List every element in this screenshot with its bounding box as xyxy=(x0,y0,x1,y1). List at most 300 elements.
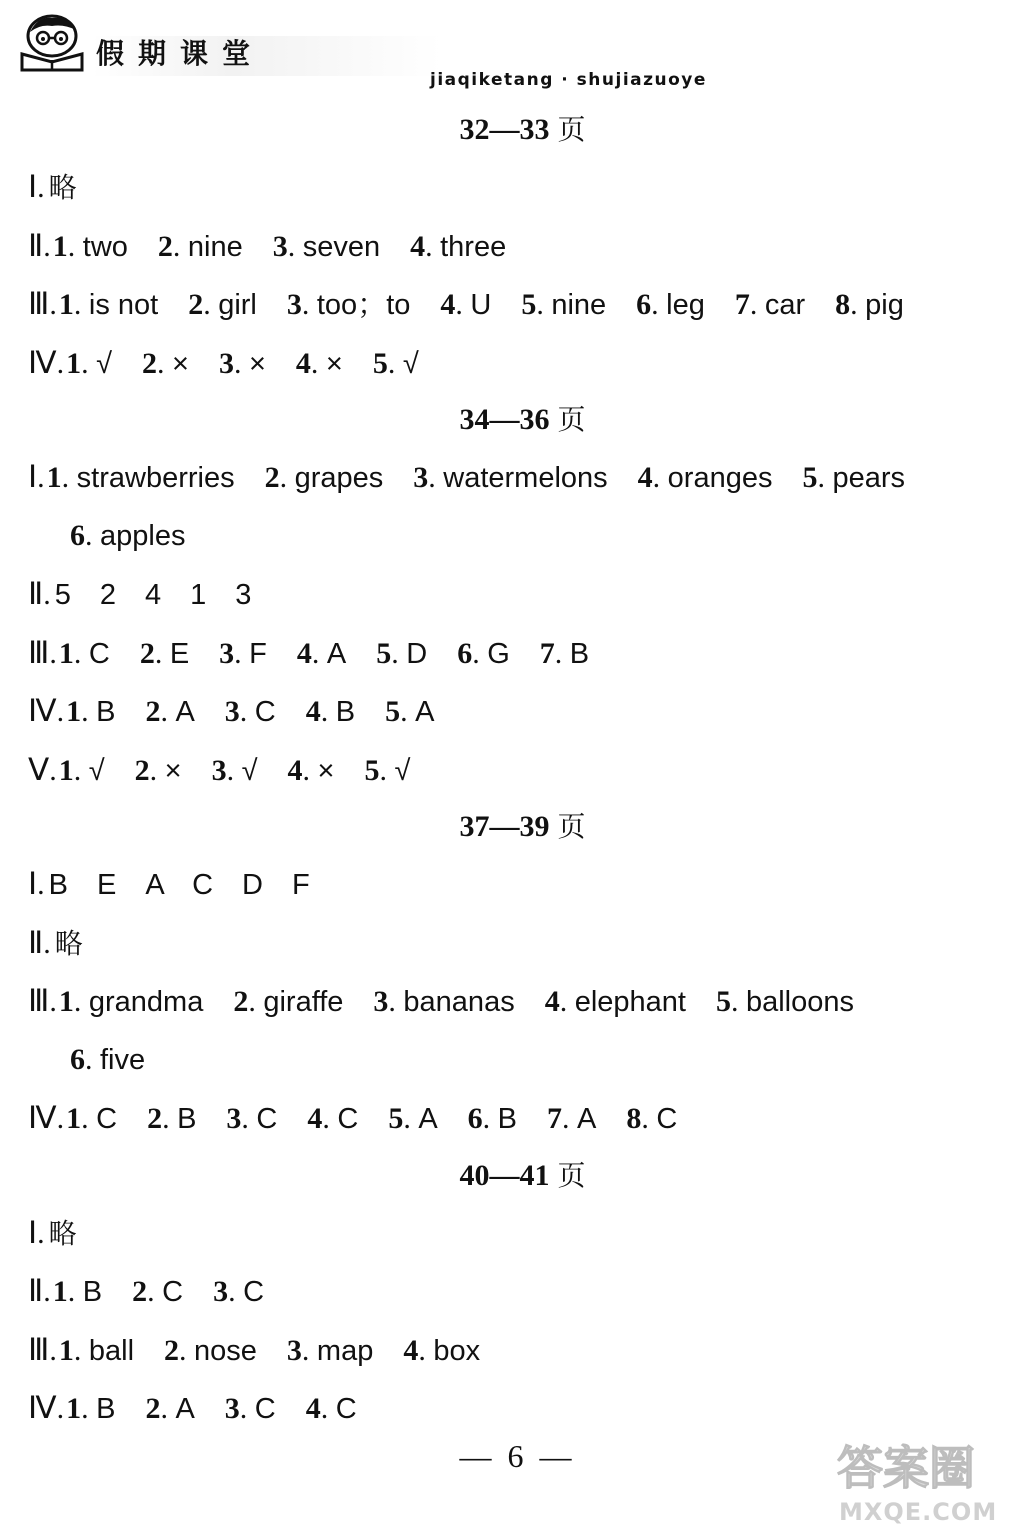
numeral-dot: . xyxy=(56,346,65,380)
question-numeral: Ⅳ xyxy=(28,344,57,380)
answer-item xyxy=(410,218,506,277)
answer-item xyxy=(521,276,606,335)
answer-item xyxy=(306,683,355,742)
item-answer: apples xyxy=(100,519,186,552)
item-answer: nose xyxy=(194,1334,257,1367)
item-answer: oranges xyxy=(667,462,773,494)
item-dot: . xyxy=(73,1333,89,1367)
item-dot: . xyxy=(81,695,97,728)
item-answer: B xyxy=(335,696,356,728)
answer-item xyxy=(287,276,411,335)
item-number: 3 xyxy=(286,1333,302,1367)
page-header xyxy=(18,14,778,94)
item-dot: . xyxy=(233,346,249,380)
item-number: 6 xyxy=(70,518,85,552)
item-dot: . xyxy=(239,695,255,728)
item-dot: . xyxy=(81,1102,97,1135)
item-answer: A xyxy=(418,1103,438,1135)
item-dot: . xyxy=(425,229,441,263)
item-number: 5 xyxy=(388,1102,404,1135)
answer-row xyxy=(0,1089,1035,1148)
item-dot: . xyxy=(162,1102,178,1135)
item-number: 4 xyxy=(287,753,303,787)
answer-item xyxy=(233,973,343,1032)
numeral-dot: . xyxy=(43,926,51,960)
item-number: 3 xyxy=(211,753,227,787)
item-dot: . xyxy=(428,461,444,494)
item-dot: . xyxy=(311,636,327,670)
answer-row xyxy=(0,507,1035,566)
answer-item xyxy=(66,683,115,742)
answer-item xyxy=(213,1263,264,1322)
item-dot: . xyxy=(234,636,250,670)
item-dot: . xyxy=(302,753,318,787)
answer-text: 略 xyxy=(48,171,77,204)
item-answer: pig xyxy=(865,289,904,321)
item-answer: giraffe xyxy=(263,986,344,1018)
answer-item xyxy=(66,335,112,394)
item-number: 5 xyxy=(364,753,380,787)
item-answer: car xyxy=(764,289,806,321)
answer-item xyxy=(132,1263,183,1322)
item-dot: . xyxy=(85,518,100,552)
item-dot: . xyxy=(301,288,317,321)
answer-row xyxy=(0,1262,1035,1321)
answer-item xyxy=(802,449,905,508)
item-dot: . xyxy=(147,1275,163,1308)
section-pages: 34—36 xyxy=(459,403,550,436)
numeral-dot: . xyxy=(43,1275,51,1308)
item-answer: C xyxy=(256,1103,278,1135)
section-unit: 页 xyxy=(557,113,586,146)
item-number: 3 xyxy=(272,229,288,263)
answer-item xyxy=(142,335,189,394)
item-number: 4 xyxy=(295,346,311,380)
item-number: 4 xyxy=(305,695,321,728)
item-dot: . xyxy=(160,695,176,728)
answer-item xyxy=(385,683,434,742)
item-dot: . xyxy=(179,1333,195,1367)
section-pages: 32—33 xyxy=(459,113,550,146)
answer-item xyxy=(59,973,203,1032)
item-dot: . xyxy=(301,1333,317,1367)
answer-item xyxy=(219,335,266,394)
item-answer: ball xyxy=(88,1334,135,1367)
item-answer: nine xyxy=(187,230,243,263)
answer-item xyxy=(66,1380,115,1439)
item-number: 4 xyxy=(637,461,653,494)
item-answer: E xyxy=(169,637,190,670)
answer-item xyxy=(225,683,276,742)
question-numeral: Ⅳ xyxy=(28,1390,57,1425)
item-answer: five xyxy=(100,1043,146,1076)
item-number: 4 xyxy=(440,288,456,321)
item-answer: A xyxy=(175,696,195,728)
item-number: 4 xyxy=(403,1333,419,1367)
item-answer: B xyxy=(497,1103,517,1135)
answer-item xyxy=(273,218,380,277)
item-dot: . xyxy=(379,753,395,787)
answer-item xyxy=(373,973,514,1032)
answer-item xyxy=(306,1380,357,1439)
section-unit: 页 xyxy=(557,1158,586,1192)
answer-item xyxy=(540,625,589,684)
section-title xyxy=(0,799,1035,855)
item-number: 2 xyxy=(164,1333,180,1367)
item-answer: two xyxy=(82,230,128,263)
item-answer: nine xyxy=(551,289,607,321)
item-answer: girl xyxy=(218,289,257,321)
item-number: 2 xyxy=(157,229,173,263)
item-dot: . xyxy=(652,461,668,494)
item-number: 4 xyxy=(410,229,426,263)
item-dot: . xyxy=(287,229,303,263)
brand-subtitle: jiaqiketang · shujiazuoye xyxy=(430,70,707,90)
item-number: 1 xyxy=(58,636,74,670)
item-answer: bananas xyxy=(403,986,515,1018)
item-dot: . xyxy=(61,461,77,494)
item-answer: √ xyxy=(88,754,105,787)
item-dot: . xyxy=(455,288,471,321)
item-number: 2 xyxy=(188,288,204,321)
item-number: 4 xyxy=(544,985,560,1018)
answer-item xyxy=(70,507,185,566)
page-number: — 6 — xyxy=(459,1438,576,1474)
item-answer: leg xyxy=(666,289,705,321)
answer-item xyxy=(716,973,854,1032)
item-number: 1 xyxy=(66,1102,82,1135)
answer-row xyxy=(0,741,1035,800)
question-numeral: Ⅰ xyxy=(28,866,38,901)
item-number: 3 xyxy=(224,1392,240,1425)
item-dot: . xyxy=(400,695,416,728)
item-answer: C xyxy=(162,1276,184,1308)
answer-item xyxy=(70,1031,145,1090)
answer-item xyxy=(59,1322,134,1381)
item-number: 5 xyxy=(802,461,818,494)
item-number: 3 xyxy=(224,695,240,728)
question-numeral: Ⅱ xyxy=(28,576,44,611)
item-answer: × xyxy=(248,347,266,380)
section-unit: 页 xyxy=(557,403,586,436)
answer-text: 5 2 4 1 3 xyxy=(54,579,252,611)
numeral-dot: . xyxy=(49,753,57,787)
answer-item xyxy=(287,1322,373,1381)
numeral-dot: . xyxy=(43,229,51,263)
answer-row xyxy=(0,275,1035,334)
item-dot: . xyxy=(749,288,765,321)
item-number: 1 xyxy=(58,753,74,787)
item-dot: . xyxy=(228,1275,244,1308)
answer-item xyxy=(135,742,182,801)
question-numeral: Ⅴ xyxy=(28,751,50,787)
item-answer: C xyxy=(337,1103,359,1135)
item-dot: . xyxy=(241,1102,257,1135)
watermark-logo-icon xyxy=(829,1432,1019,1528)
answer-item xyxy=(147,1090,196,1149)
item-dot: . xyxy=(562,1102,577,1135)
item-number: 2 xyxy=(147,1102,163,1135)
item-answer: C xyxy=(96,1103,118,1135)
item-answer: C xyxy=(88,637,110,670)
answer-item xyxy=(297,625,346,684)
answer-item xyxy=(145,1380,194,1439)
answer-text: 略 xyxy=(48,1216,77,1250)
item-dot: . xyxy=(320,1392,336,1425)
item-dot: . xyxy=(67,1275,83,1308)
answer-row xyxy=(0,158,1035,217)
item-answer: A xyxy=(577,1103,597,1135)
item-dot: . xyxy=(157,346,173,380)
item-number: 1 xyxy=(66,695,82,728)
section-pages: 37—39 xyxy=(459,810,550,843)
question-numeral: Ⅲ xyxy=(28,1331,50,1367)
answer-item xyxy=(226,1090,277,1149)
item-dot: . xyxy=(730,985,746,1018)
numeral-dot: . xyxy=(49,288,57,321)
item-answer: pears xyxy=(832,462,906,494)
question-numeral: Ⅱ xyxy=(28,227,44,263)
item-answer: B xyxy=(96,696,116,728)
item-number: 2 xyxy=(233,985,249,1018)
item-answer: B xyxy=(96,1393,116,1425)
numeral-dot: . xyxy=(37,868,45,901)
item-answer: F xyxy=(249,637,267,670)
item-answer: grapes xyxy=(294,462,384,494)
item-dot: . xyxy=(850,288,866,321)
answer-item xyxy=(59,742,105,801)
item-answer: √ xyxy=(394,754,411,787)
item-number: 1 xyxy=(58,288,74,321)
item-dot: . xyxy=(482,1102,498,1135)
answer-item xyxy=(288,742,335,801)
item-answer: × xyxy=(172,347,189,380)
answer-row xyxy=(0,565,1035,624)
question-numeral: Ⅰ xyxy=(28,1214,38,1250)
item-answer: G xyxy=(487,637,510,670)
item-number: 4 xyxy=(296,636,312,670)
numeral-dot: . xyxy=(49,636,57,670)
brand-title: 假期课堂 xyxy=(96,37,265,70)
answer-item xyxy=(53,218,128,277)
item-answer: D xyxy=(406,637,428,670)
answer-item xyxy=(636,276,705,335)
item-dot: . xyxy=(322,1102,338,1135)
item-answer: is not xyxy=(88,289,159,321)
item-dot: . xyxy=(320,695,336,728)
numeral-dot: . xyxy=(56,695,65,728)
numeral-dot: . xyxy=(37,461,45,494)
item-number: 5 xyxy=(372,346,388,380)
watermark-text: 答案圈 xyxy=(837,1441,975,1495)
numeral-dot: . xyxy=(37,171,45,204)
item-number: 2 xyxy=(132,1275,148,1308)
item-dot: . xyxy=(651,288,667,321)
item-dot: . xyxy=(472,636,488,670)
item-answer: B xyxy=(82,1276,103,1308)
item-answer: box xyxy=(433,1334,481,1367)
item-number: 3 xyxy=(286,288,302,321)
item-answer: × xyxy=(325,347,343,380)
item-number: 2 xyxy=(145,1392,161,1425)
item-dot: . xyxy=(203,288,219,321)
answer-item xyxy=(413,449,607,508)
item-number: 3 xyxy=(213,1275,229,1308)
question-numeral: Ⅲ xyxy=(28,634,50,670)
answer-item xyxy=(59,625,110,684)
answer-item xyxy=(638,449,773,508)
answer-row xyxy=(0,334,1035,393)
question-numeral: Ⅰ xyxy=(28,459,38,494)
section-unit: 页 xyxy=(557,810,586,843)
item-answer: √ xyxy=(402,347,419,380)
question-numeral: Ⅲ xyxy=(28,286,50,321)
question-numeral: Ⅳ xyxy=(28,693,57,728)
answer-row xyxy=(0,1379,1035,1438)
item-number: 2 xyxy=(145,695,161,728)
item-answer: map xyxy=(316,1334,374,1367)
item-answer: A xyxy=(326,637,347,670)
item-number: 1 xyxy=(58,1333,74,1367)
question-numeral: Ⅱ xyxy=(28,1273,44,1308)
answer-item xyxy=(373,335,419,394)
reading-kid-logo-icon xyxy=(18,14,98,72)
item-number: 8 xyxy=(835,288,851,321)
question-numeral: Ⅱ xyxy=(28,924,44,960)
answer-row xyxy=(0,682,1035,741)
answer-row xyxy=(0,448,1035,507)
numeral-dot: . xyxy=(37,1216,45,1250)
answer-item xyxy=(59,276,158,335)
item-dot: . xyxy=(391,636,407,670)
item-dot: . xyxy=(73,753,89,787)
answer-item xyxy=(47,449,235,508)
answer-item xyxy=(388,1090,437,1149)
item-number: 3 xyxy=(219,636,235,670)
item-answer: U xyxy=(470,289,492,321)
item-number: 6 xyxy=(457,636,473,670)
item-answer: too；to xyxy=(316,289,411,321)
item-dot: . xyxy=(73,288,89,321)
item-dot: . xyxy=(817,461,833,494)
answer-item xyxy=(403,1322,480,1381)
answer-content xyxy=(0,102,1035,1438)
item-number: 1 xyxy=(66,346,82,380)
answer-item xyxy=(265,449,384,508)
item-number: 5 xyxy=(521,288,537,321)
item-number: 4 xyxy=(307,1102,323,1135)
item-dot: . xyxy=(172,229,188,263)
answer-row xyxy=(0,855,1035,914)
item-dot: . xyxy=(73,636,89,670)
item-dot: . xyxy=(310,346,326,380)
item-answer: seven xyxy=(302,230,381,263)
item-dot: . xyxy=(559,985,575,1018)
item-dot: . xyxy=(81,346,97,380)
item-number: 3 xyxy=(226,1102,242,1135)
item-dot: . xyxy=(226,753,242,787)
answer-item xyxy=(735,276,805,335)
answer-item xyxy=(219,625,267,684)
item-answer: √ xyxy=(96,347,113,380)
item-answer: A xyxy=(415,696,435,728)
item-answer: watermelons xyxy=(443,462,608,494)
answer-row xyxy=(0,972,1035,1031)
numeral-dot: . xyxy=(56,1102,65,1135)
answer-row xyxy=(0,1321,1035,1380)
item-number: 2 xyxy=(139,636,155,670)
item-dot: . xyxy=(554,636,570,670)
answer-item xyxy=(307,1090,358,1149)
numeral-dot: . xyxy=(49,985,57,1018)
answer-row xyxy=(0,624,1035,683)
item-number: 3 xyxy=(373,985,389,1018)
answer-item xyxy=(545,973,686,1032)
item-answer: C xyxy=(243,1276,265,1308)
item-number: 3 xyxy=(413,461,429,494)
answer-item xyxy=(164,1322,257,1381)
answer-row xyxy=(0,1031,1035,1090)
answer-row xyxy=(0,1204,1035,1263)
item-dot: . xyxy=(641,1102,657,1135)
section-title xyxy=(0,392,1035,448)
item-dot: . xyxy=(239,1392,255,1425)
answer-item xyxy=(53,1263,102,1322)
item-answer: three xyxy=(440,230,507,263)
item-number: 6 xyxy=(467,1102,483,1135)
item-number: 5 xyxy=(385,695,401,728)
answer-item xyxy=(145,683,194,742)
item-dot: . xyxy=(403,1102,419,1135)
item-answer: B xyxy=(569,637,590,670)
answer-item xyxy=(66,1090,117,1149)
item-answer: balloons xyxy=(745,986,855,1018)
item-number: 7 xyxy=(539,636,555,670)
item-dot: . xyxy=(67,229,83,263)
item-answer: grandma xyxy=(88,986,204,1018)
answer-row xyxy=(0,914,1035,973)
item-answer: C xyxy=(254,1393,276,1425)
item-dot: . xyxy=(418,1333,434,1367)
item-number: 2 xyxy=(142,346,158,380)
answer-item xyxy=(440,276,491,335)
item-dot: . xyxy=(73,985,89,1018)
item-number: 1 xyxy=(58,985,74,1018)
answer-text: 略 xyxy=(54,926,83,960)
item-dot: . xyxy=(387,346,403,380)
question-numeral: Ⅰ xyxy=(28,169,38,204)
question-numeral: Ⅳ xyxy=(28,1100,57,1135)
section-title xyxy=(0,1148,1035,1204)
item-answer: C xyxy=(335,1393,357,1425)
item-number: 2 xyxy=(134,753,150,787)
numeral-dot: . xyxy=(49,1333,57,1367)
item-answer: × xyxy=(317,754,335,787)
section-pages: 40—41 xyxy=(459,1158,550,1192)
item-answer: strawberries xyxy=(76,462,235,494)
item-number: 7 xyxy=(734,288,750,321)
answer-item xyxy=(364,742,410,801)
answer-item xyxy=(225,1380,276,1439)
item-number: 6 xyxy=(636,288,652,321)
item-number: 1 xyxy=(52,1275,68,1308)
item-dot: . xyxy=(279,461,295,494)
answer-item xyxy=(296,335,343,394)
item-dot: . xyxy=(388,985,404,1018)
answer-item xyxy=(457,625,510,684)
numeral-dot: . xyxy=(56,1392,65,1425)
answer-row xyxy=(0,217,1035,276)
